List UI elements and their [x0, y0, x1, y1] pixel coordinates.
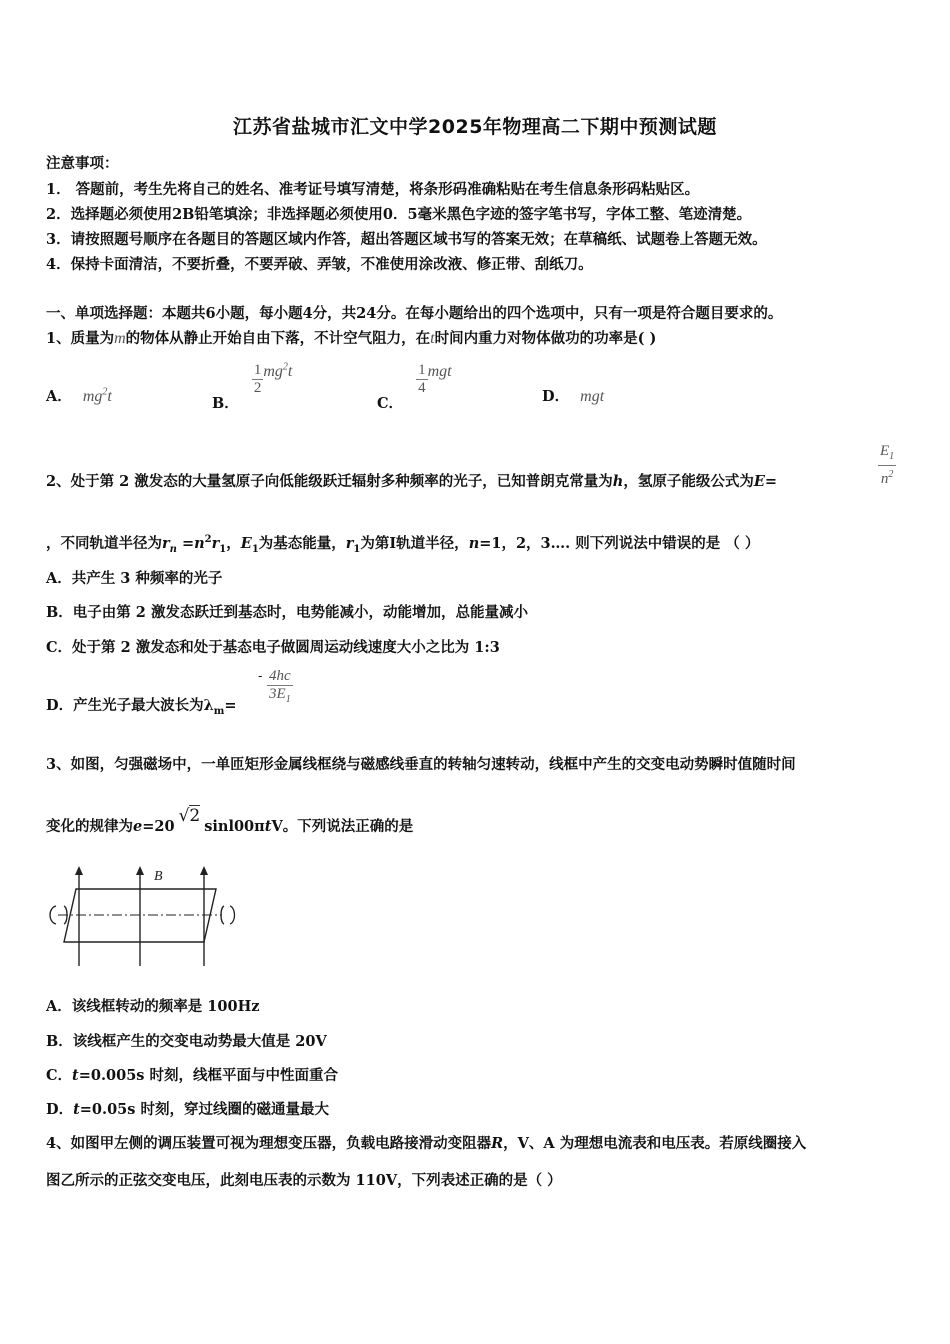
q2-var-h: h [612, 473, 624, 490]
option-label: D． [46, 1101, 74, 1118]
q1-text-3: 时间内重力对物体做功的功率是( ) [434, 330, 657, 347]
question-2-stem [46, 470, 777, 491]
rotating-coil-figure [44, 862, 244, 972]
q2-option-d [46, 694, 237, 717]
q2-var: E [240, 535, 252, 552]
option-text: =0.005s 时刻，线框平面与中性面重合 [78, 1067, 339, 1084]
q2-var: r [345, 535, 354, 552]
fraction-denominator: 4 [418, 380, 426, 396]
q3-text-1: 变化的规律为 [46, 818, 133, 835]
question-4-stem-cont: 图乙所示的正弦交变电压，此刻电压表的示数为 110V，下列表述正确的是（ ） [46, 1172, 562, 1189]
q2-sub: 1 [353, 543, 361, 555]
question-2-stem-cont [46, 532, 759, 555]
option-expression [83, 388, 112, 405]
option-sub: m [213, 705, 225, 717]
q2-sup: 2 [204, 534, 212, 546]
section-heading: 一、单项选择题：本题共6小题，每小题4分，共24分。在每小题给出的四个选项中，只有一项是符合题目要求的。 [46, 305, 783, 322]
q4-text-1: 4、如图甲左侧的调压装置可视为理想变压器，负载电路接滑动变阻器 [46, 1135, 492, 1152]
fraction-numerator [878, 443, 896, 465]
q2-var-e: E [753, 473, 765, 490]
field-arrow-head [136, 866, 144, 875]
fraction [878, 443, 896, 488]
option-label: C． [46, 1067, 73, 1084]
expr-sub: 1 [889, 451, 895, 462]
q2-option-b: B．电子由第 2 激发态跃迁到基态时，电势能减小，动能增加，总能量减小 [46, 604, 528, 621]
expr-part: mg [82, 388, 103, 405]
q3-text-2: sinl00π [204, 818, 265, 835]
field-arrow-head [200, 866, 208, 875]
q1-var-t: t [430, 330, 435, 347]
q2-sub: 1 [251, 543, 259, 555]
option-label: B． [212, 394, 239, 412]
option-label: A． [46, 388, 72, 405]
rotation-arrow-right [230, 906, 235, 924]
q4-text-2: ，V、A 为理想电流表和电压表。若原线圈接入 [503, 1135, 807, 1152]
sqrt-expression: √2 [178, 806, 201, 826]
q2-sub: 1 [219, 543, 227, 555]
field-arrow-head [75, 866, 83, 875]
q2-var: n [468, 535, 480, 552]
expr-sup: 2 [888, 469, 894, 480]
q2-text-3: ，不同轨道半径为 [46, 535, 162, 552]
fraction [252, 362, 264, 397]
fraction [267, 668, 293, 708]
q2-option-c: C．处于第 2 激发态和处于基态电子做圆周运动线速度大小之比为 1:3 [46, 639, 500, 656]
q2-text-6: =1，2，3…. 则下列说法中错误的是 （ ） [479, 535, 760, 552]
fraction-numerator: 4hc [269, 668, 291, 684]
expr-part: n [880, 471, 889, 487]
option-label: D． [542, 388, 570, 405]
notice-item: 1． 答题前，考生先将自己的姓名、准考证号填写清楚，将条形码准确粘贴在考生信息条形码粘贴区。 [46, 181, 700, 198]
q2-text-5: 为第Ⅰ轨道半径， [360, 535, 469, 552]
q3-equals: =20 [142, 818, 175, 835]
fraction-numerator: 1 [253, 362, 262, 378]
q2-option-a: A．共产生 3 种频率的光子 [46, 570, 223, 587]
q2-sep: ， [226, 535, 241, 552]
expr-part: 3E [269, 686, 286, 702]
q2-text-2: ，氢原子能级公式为 [623, 473, 754, 490]
q2-wavelength-formula [258, 668, 293, 708]
q1-text-1: 1、质量为 [46, 330, 115, 347]
expr-sup: 2 [282, 361, 288, 373]
fraction-denominator [267, 686, 293, 708]
question-3-stem-cont [46, 806, 414, 836]
option-text: D．产生光子最大波长为λ [46, 697, 214, 714]
option-expression: mgt [580, 388, 605, 405]
q2-var: r [162, 535, 170, 552]
option-equals: = [224, 697, 237, 714]
q2-equals: = [764, 473, 778, 490]
notice-item: 4．保持卡面清洁，不要折叠，不要弄破、弄皱，不准使用涂改液、修正带、刮纸刀。 [46, 256, 593, 273]
q3-option-a: A．该线框转动的频率是 100Hz [46, 998, 260, 1015]
q2-sub: n [169, 543, 177, 555]
q1-option-c [377, 362, 452, 412]
q2-var: r [211, 535, 220, 552]
expr-part: E [880, 443, 890, 459]
q3-option-b: B．该线框产生的交变电动势最大值是 20V [46, 1033, 327, 1050]
field-label-b: B [154, 869, 163, 884]
fraction [416, 362, 428, 397]
option-var: t [72, 1067, 79, 1084]
q3-option-c [46, 1064, 338, 1085]
question-3-stem: 3、如图，匀强磁场中，一单匝矩形金属线框绕与磁感线垂直的转轴匀速转动，线框中产生的交变电动势瞬时值随时间 [46, 756, 796, 773]
option-expression [263, 363, 292, 380]
expr-part: t [287, 362, 293, 380]
q3-var-t: t [264, 818, 272, 835]
q1-option-d [542, 385, 604, 406]
option-text: =0.05s 时刻，穿过线圈的磁通量最大 [79, 1101, 329, 1118]
minus-sign: - [258, 669, 263, 684]
q3-text-3: V。下列说法正确的是 [271, 818, 414, 835]
q2-equals: = [176, 535, 195, 552]
fraction-denominator: 2 [253, 380, 262, 396]
expr-sup: 2 [102, 386, 108, 398]
q2-var: n [194, 535, 205, 552]
q3-option-d [46, 1098, 329, 1119]
option-var: t [73, 1101, 80, 1118]
q1-option-b [212, 361, 293, 412]
expr-part: t [107, 388, 112, 405]
sqrt-radicand: 2 [189, 806, 201, 826]
question-1-stem [46, 327, 656, 348]
rotation-arrow-right [221, 906, 224, 924]
option-expression: mgt [427, 362, 452, 380]
rotation-arrow-left [50, 906, 56, 924]
notice-item: 2．选择题必须使用2B铅笔填涂；非选择题必须使用0．5毫米黑色字迹的签字笔书写，字体工整、笔迹清楚。 [46, 206, 752, 223]
fraction-denominator [878, 466, 896, 488]
q2-text-1: 2、处于第 2 激发态的大量氢原子向低能级跃迁辐射多种频率的光子，已知普朗克常量为 [46, 473, 613, 490]
q2-text-4: 为基态能量， [258, 535, 346, 552]
expr-part: mg [263, 362, 283, 380]
page-title: 江苏省盐城市汇文中学2025年物理高二下期中预测试题 [233, 116, 717, 138]
q4-var-r: R [491, 1135, 504, 1152]
expr-sub: 1 [285, 694, 291, 705]
notice-item: 3．请按照题号顺序在各题目的答题区域内作答，超出答题区域书写的答案无效；在草稿纸、试题卷上答题无效。 [46, 231, 767, 248]
q2-energy-formula [878, 443, 896, 488]
option-label: C． [377, 394, 404, 412]
question-4-stem [46, 1132, 806, 1153]
q1-text-2: 的物体从静止开始自由下落，不计空气阻力，在 [125, 330, 431, 347]
fraction-numerator: 1 [418, 362, 426, 378]
q3-var-e: e [133, 818, 143, 835]
notice-heading: 注意事项： [46, 155, 119, 172]
q1-option-a [46, 385, 112, 406]
q1-var-m: m [114, 330, 126, 347]
